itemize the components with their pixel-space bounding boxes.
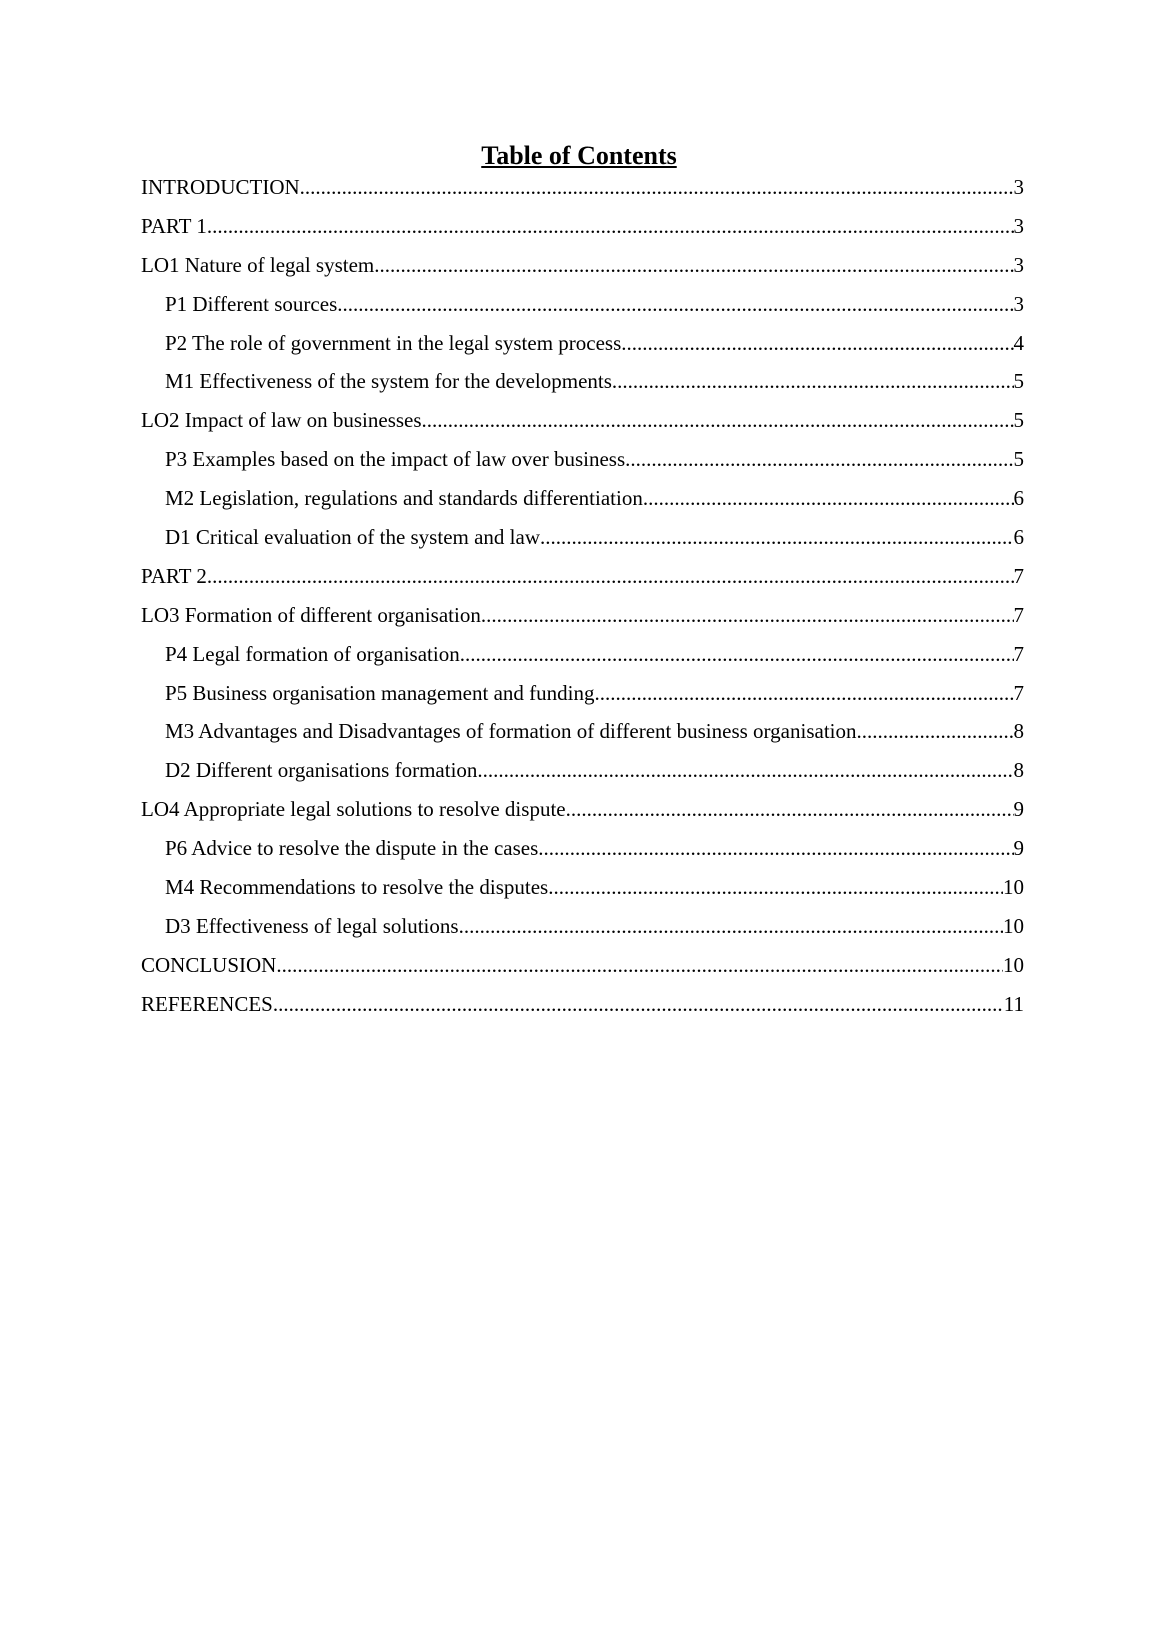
toc-entry-m1[interactable] (141, 366, 1024, 405)
toc-page-number: 6 (1013, 525, 1024, 550)
toc-leader-dots (481, 600, 1014, 630)
toc-entry-references[interactable] (141, 989, 1024, 1028)
toc-entry-d3[interactable] (141, 911, 1024, 950)
toc-entry-p4[interactable] (141, 639, 1024, 678)
toc-page-number: 3 (1013, 213, 1024, 238)
toc-entry-m3[interactable] (141, 716, 1024, 755)
toc-leader-dots (594, 678, 1013, 708)
toc-entry-part-2[interactable] (141, 561, 1024, 600)
toc-page-number: 3 (1013, 175, 1024, 199)
toc-page-number: 7 (1013, 680, 1024, 705)
toc-leader-dots (566, 794, 1014, 824)
toc-page-number: 11 (1003, 991, 1024, 1016)
toc-page-number: 9 (1013, 797, 1024, 822)
toc-entry-label: P4 Legal formation of organisation (165, 641, 460, 666)
toc-entry-d1[interactable] (141, 522, 1024, 561)
toc-entry-p5[interactable] (141, 678, 1024, 717)
toc-entry-lo2[interactable] (141, 405, 1024, 444)
toc-page-number: 5 (1013, 408, 1024, 433)
toc-page-number: 5 (1013, 369, 1024, 394)
toc-leader-dots (459, 911, 1003, 941)
toc-page-number: 3 (1013, 291, 1024, 316)
toc-entry-label: CONCLUSION (141, 952, 277, 977)
toc-entry-lo4[interactable] (141, 794, 1024, 833)
toc-leader-dots (625, 444, 1013, 474)
toc-leader-dots (422, 405, 1014, 435)
toc-entry-introduction[interactable] (141, 172, 1024, 211)
toc-entry-p3[interactable] (141, 444, 1024, 483)
toc-entry-p1[interactable] (141, 289, 1024, 328)
toc-entry-p6[interactable] (141, 833, 1024, 872)
toc-entry-label: PART 1 (141, 213, 207, 238)
toc-entry-label: REFERENCES (141, 991, 273, 1016)
toc-page-number: 8 (1013, 758, 1024, 783)
toc-page-number: 10 (1003, 952, 1024, 977)
toc-entry-label: P6 Advice to resolve the dispute in the cases (165, 836, 539, 861)
toc-page-number: 6 (1013, 486, 1024, 511)
toc-page-number: 7 (1013, 602, 1024, 627)
toc-entry-label: M4 Recommendations to resolve the disputes (165, 875, 549, 900)
toc-entry-label: M2 Legislation, regulations and standards differentiation (165, 486, 643, 511)
toc-leader-dots (207, 211, 1014, 241)
toc-leader-dots (612, 366, 1014, 396)
toc-entry-label: D3 Effectiveness of legal solutions (165, 913, 459, 938)
toc-entry-label: P3 Examples based on the impact of law over business (165, 447, 626, 472)
toc-entry-label: P5 Business organisation management and funding (165, 680, 595, 705)
toc-leader-dots (477, 755, 1013, 785)
toc-entry-label: LO1 Nature of legal system (141, 252, 375, 277)
toc-leader-dots (273, 989, 1004, 1019)
toc-leader-dots (857, 716, 1014, 746)
toc-entry-part-1[interactable] (141, 211, 1024, 250)
toc-page-number: 3 (1013, 252, 1024, 277)
toc-leader-dots (643, 483, 1014, 513)
toc-entry-m4[interactable] (141, 872, 1024, 911)
toc-entry-label: P1 Different sources (165, 291, 338, 316)
toc-entry-lo1[interactable] (141, 250, 1024, 289)
toc-entry-label: P2 The role of government in the legal system process (165, 330, 622, 355)
toc-list (141, 172, 1024, 1028)
toc-leader-dots (337, 289, 1013, 319)
toc-title: Table of Contents (481, 141, 677, 170)
toc-leader-dots (207, 561, 1014, 591)
toc-page-number: 7 (1013, 641, 1024, 666)
toc-entry-label: LO3 Formation of different organisation (141, 602, 481, 627)
toc-page-number: 8 (1013, 719, 1024, 744)
toc-page-number: 7 (1013, 563, 1024, 588)
toc-entry-label: D2 Different organisations formation (165, 758, 478, 783)
toc-entry-label: PART 2 (141, 563, 207, 588)
toc-leader-dots (548, 872, 1003, 902)
toc-entry-label: LO4 Appropriate legal solutions to resolve dispute (141, 797, 566, 822)
toc-entry-conclusion[interactable] (141, 950, 1024, 989)
toc-page-number: 10 (1003, 875, 1024, 900)
toc-leader-dots (276, 950, 1003, 980)
toc-entry-p2[interactable] (141, 328, 1024, 367)
toc-entry-label: M3 Advantages and Disadvantages of formation of different business organisation (165, 719, 857, 744)
toc-leader-dots (300, 172, 1014, 202)
toc-page-number: 4 (1013, 330, 1024, 355)
toc-page-number: 5 (1013, 447, 1024, 472)
toc-entry-label: LO2 Impact of law on businesses (141, 408, 422, 433)
toc-leader-dots (374, 250, 1013, 280)
toc-leader-dots (540, 522, 1014, 552)
toc-leader-dots (621, 328, 1013, 358)
toc-entry-label: INTRODUCTION (141, 175, 300, 199)
toc-leader-dots (460, 639, 1014, 669)
toc-page-number: 10 (1003, 913, 1024, 938)
toc-leader-dots (538, 833, 1013, 863)
toc-entry-lo3[interactable] (141, 600, 1024, 639)
toc-entry-m2[interactable] (141, 483, 1024, 522)
toc-entry-label: M1 Effectiveness of the system for the developments (165, 369, 612, 394)
toc-page-number: 9 (1013, 836, 1024, 861)
toc-entry-label: D1 Critical evaluation of the system and law (165, 525, 540, 550)
toc-entry-d2[interactable] (141, 755, 1024, 794)
